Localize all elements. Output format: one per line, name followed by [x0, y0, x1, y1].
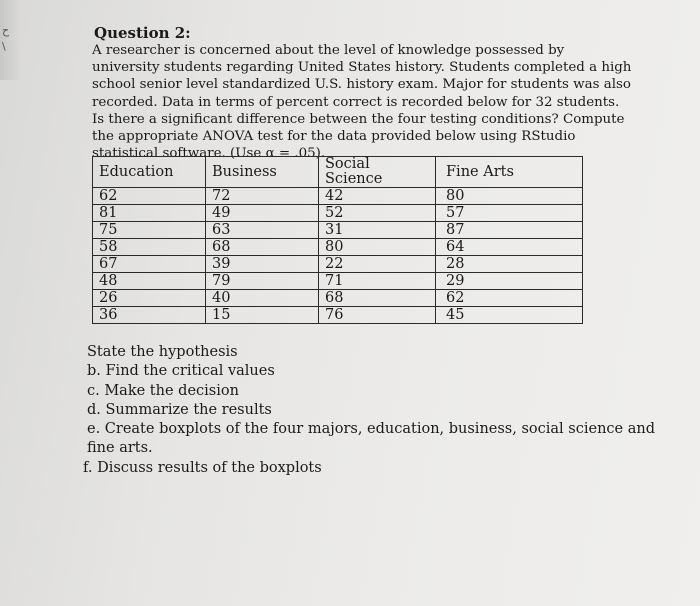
table-cell: 42: [319, 188, 436, 205]
table-cell: 28: [436, 256, 583, 273]
table-cell: 64: [436, 239, 583, 256]
table-cell: 45: [436, 307, 583, 324]
table-row: [93, 273, 583, 290]
header-business: Business: [206, 157, 319, 188]
table-cell: 29: [436, 273, 583, 290]
table-cell: 63: [206, 222, 319, 239]
table-row: [93, 290, 583, 307]
table-cell: 80: [319, 239, 436, 256]
table-cell: 58: [93, 239, 206, 256]
task-c: c. Make the decision: [87, 382, 239, 399]
table-cell: 75: [93, 222, 206, 239]
table-cell: 49: [206, 205, 319, 222]
table-row: [93, 205, 583, 222]
table-cell: 62: [93, 188, 206, 205]
table-header-row: [93, 157, 583, 188]
table-cell: 79: [206, 273, 319, 290]
header-fine-arts: Fine Arts: [436, 157, 583, 188]
task-f: f. Discuss results of the boxplots: [83, 459, 322, 476]
table-cell: 81: [93, 205, 206, 222]
table-cell: 68: [319, 290, 436, 307]
table-cell: 62: [436, 290, 583, 307]
task-list: [80, 343, 680, 478]
table-cell: 87: [436, 222, 583, 239]
table-cell: 15: [206, 307, 319, 324]
margin-mark-bottom: \: [2, 40, 6, 53]
table-row: [93, 222, 583, 239]
task-a: State the hypothesis: [87, 344, 238, 360]
task-d: d. Summarize the results: [87, 401, 272, 418]
question-title: Question 2:: [94, 24, 191, 42]
table-cell: 39: [206, 256, 319, 273]
table-cell: 31: [319, 222, 436, 239]
table-row: [93, 307, 583, 324]
header-education: Education: [93, 157, 206, 188]
table-cell: 22: [319, 256, 436, 273]
table-cell: 26: [93, 290, 206, 307]
table-cell: 48: [93, 273, 206, 290]
table-cell: 80: [436, 188, 583, 205]
table-cell: 52: [319, 205, 436, 222]
question-body: A researcher is concerned about the level of knowledge possessed by university students regarding United States history. Students completed a high school senior level standardized U.S. history exam. Major for students was also recorded. Data in terms of percent correct is recorded below for 32 students. Is there a significant difference between the four testing conditions? Compute the appropriate ANOVA test for the data provided below using RStudio statistical software. (Use α = .05).: [92, 43, 632, 162]
table-row: [93, 239, 583, 256]
task-e: e. Create boxplots of the four majors, education, business, social science and fine arts.: [87, 421, 655, 457]
task-b: b. Find the critical values: [87, 363, 275, 380]
data-table: [92, 156, 583, 324]
table-row: [93, 256, 583, 273]
table-cell: 76: [319, 307, 436, 324]
table-cell: 67: [93, 256, 206, 273]
margin-mark-top: ح: [2, 24, 10, 37]
header-social-science: Social Science: [319, 157, 436, 188]
table-cell: 72: [206, 188, 319, 205]
table-cell: 68: [206, 239, 319, 256]
table-cell: 57: [436, 205, 583, 222]
table-cell: 36: [93, 307, 206, 324]
table-cell: 40: [206, 290, 319, 307]
table-row: [93, 188, 583, 205]
table-cell: 71: [319, 273, 436, 290]
